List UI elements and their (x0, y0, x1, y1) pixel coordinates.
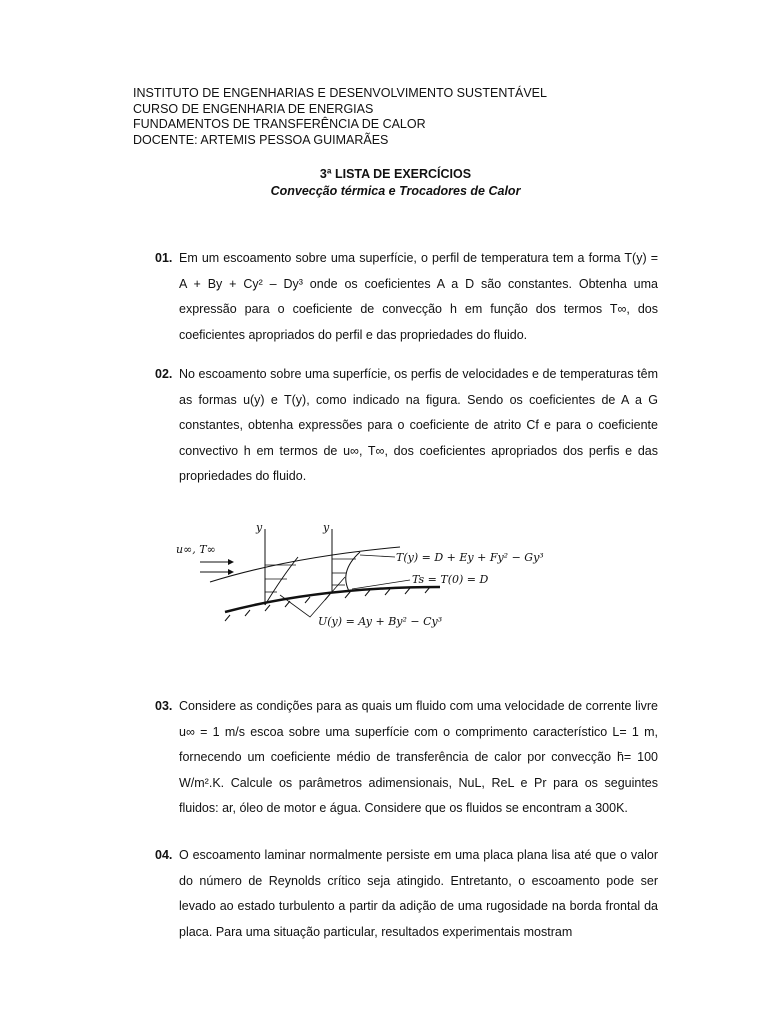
question-number: 01. (155, 251, 173, 265)
question-text: O escoamento laminar normalmente persiste em uma placa plana lisa até que o valor do número de Reynolds crítico seja atingido. Entretanto, o escoamento pode ser levado ao estado turbulento a partir da adição de uma rugosidade na borda frontal da placa. Para uma situação particular, resultados experimentais mostram (179, 848, 658, 939)
question-number: 02. (155, 367, 173, 381)
question-01 (155, 246, 658, 348)
institute-name: INSTITUTO DE ENGENHARIAS E DESENVOLVIMENTO SUSTENTÁVEL (133, 86, 547, 100)
teacher-name: DOCENTE: ARTEMIS PESSOA GUIMARÃES (133, 132, 389, 147)
flow-arrowhead (228, 559, 234, 565)
temperature-profile-curve (346, 552, 360, 593)
question-text: Em um escoamento sobre uma superfície, o perfil de temperatura tem a forma T(y) = A + By + Cy² – Dy³ onde os coeficientes A a D são constantes. Obtenha uma expressão para o coeficiente de convecção h em função dos termos T∞, dos coeficientes apropriados do perfil e das propriedades do fluido. (179, 251, 658, 342)
list-subtitle: Convecção térmica e Trocadores de Calor (270, 184, 521, 198)
question-04 (155, 843, 658, 945)
list-title: 3ª LISTA DE EXERCÍCIOS (319, 167, 472, 181)
boundary-layer-figure (170, 517, 544, 637)
freestream-label: u∞, T∞ (176, 543, 216, 556)
subject-name: FUNDAMENTOS DE TRANSFERÊNCIA DE CALOR (133, 117, 426, 131)
list-titles (133, 166, 658, 200)
temperature-profile-label: T(y) = D + Ey + Fy² − Gy³ (396, 551, 544, 564)
velocity-leader (280, 577, 345, 617)
temperature-leader (360, 555, 395, 557)
course-name: CURSO DE ENGENHARIA DE ENERGIAS (133, 101, 374, 116)
question-text: No escoamento sobre uma superfície, os perfis de velocidades e de temperaturas têm as formas u(y) e T(y), como indicado na figura. Sendo os coeficientes de A a G constantes, obtenha expressões para o coeficiente de atrito Cf e para o coeficiente convectivo h em termos de u∞, T∞, dos coeficientes apropriados dos perfis e das propriedades do fluido. (179, 367, 658, 483)
velocity-profile-label: U(y) = Ay + By² − Cy³ (318, 615, 443, 628)
question-number: 03. (155, 699, 173, 713)
y-axis-label: y (323, 521, 330, 534)
flow-arrowhead (228, 569, 234, 575)
question-02 (155, 362, 658, 490)
boundary-layer-edge (210, 547, 400, 582)
surface-temperature-label: Ts = T(0) = D (412, 573, 489, 586)
document-header (133, 86, 547, 148)
question-03 (155, 694, 658, 822)
question-number: 04. (155, 848, 173, 862)
question-text: Considere as condições para as quais um fluido com uma velocidade de corrente livre u∞ = 1 m/s escoa sobre uma superfície com o comprimento característico L= 1 m, fornecendo um coeficiente médio de transferência de calor por convecção h̄= 100 W/m².K. Calcule os parâmetros adimensionais, NuL, ReL e Pr para os seguintes fluidos: ar, óleo de motor e água. Considere que os fluidos se encontram a 300K. (179, 699, 658, 815)
y-axis-label: y (256, 521, 263, 534)
